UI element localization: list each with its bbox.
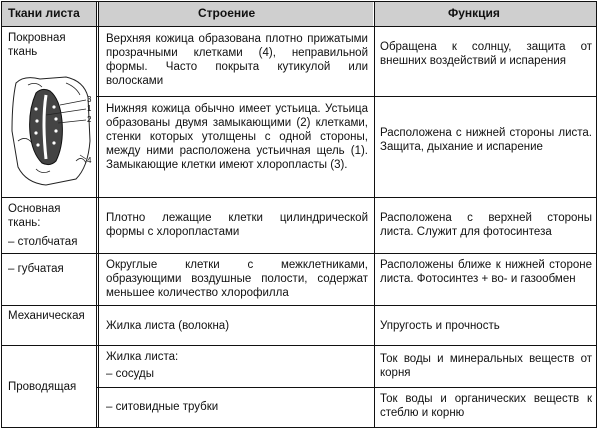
border-spongy-bottom	[1, 305, 597, 306]
conductive-vessels: – сосуды	[106, 368, 154, 380]
diagram-label-1: 1	[87, 104, 92, 113]
mechanical-structure: Жилка листа (волокна)	[106, 320, 230, 332]
palisade-structure: Плотно лежащие клетки цилиндрической формы с хлоропластами	[106, 212, 368, 238]
tissue-basic: Основная ткань:	[8, 203, 61, 229]
border-col1-a	[96, 1, 97, 428]
conductive-structure-head: Жилка листа:	[106, 351, 179, 363]
tissue-basic-palisade: – столбчатая	[8, 236, 78, 248]
border-col1-b	[98, 1, 99, 428]
border-bottom	[1, 427, 597, 428]
spongy-structure: Округлые клетки с межклетниками, образующими воздушные полости, содержат меньшее количество хлорофилла	[106, 259, 368, 299]
diagram-label-2: 2	[87, 115, 92, 124]
tissue-conductive: Проводящая	[8, 381, 77, 393]
border-conduct-mid	[97, 387, 597, 388]
border-cover-bottom	[1, 197, 597, 198]
border-cover-mid	[97, 96, 597, 97]
border-col2	[374, 1, 375, 428]
conductive-sieve-tubes: – ситовидные трубки	[106, 401, 219, 413]
diagram-label-4: 4	[87, 156, 92, 165]
tissue-basic-spongy: – губчатая	[8, 263, 64, 275]
border-top	[1, 1, 597, 2]
palisade-function: Расположена с верхней стороны листа. Служит для фотосинтеза	[380, 212, 592, 238]
diagram-label-3: 3	[87, 95, 92, 104]
cover-lower-structure: Нижняя кожица обычно имеет устьица. Устьица образованы двумя замыкающими (2) клетками, стенки которых утолщены с одной стороны, между ними расположена устьичная щель (1). Замыкающие клетки имеют хлоропласты (3).	[106, 103, 368, 171]
border-header	[1, 26, 597, 27]
header-tissues: Ткани листа	[8, 6, 80, 20]
cover-lower-function: Расположена с нижней стороны листа. Защита, дыхание и испарение	[380, 127, 592, 153]
tissue-cover: Покровная ткань	[8, 32, 66, 58]
cover-upper-structure: Верхняя кожица образована плотно прижатыми прозрачными клетками (4), неправильной формы. Часто покрыта кутикулой или волосками	[106, 33, 368, 87]
leaf-epidermis-diagram	[6, 71, 96, 191]
border-basic-mid	[1, 253, 597, 254]
border-mech-bottom	[1, 345, 597, 346]
header-function: Функция	[448, 6, 500, 20]
border-right	[596, 1, 597, 428]
header-structure: Строение	[198, 6, 256, 20]
border-left	[1, 1, 2, 428]
mechanical-function: Упругость и прочность	[380, 320, 500, 332]
cover-upper-function: Обращена к солнцу, защита от внешних воздействий и испарения	[380, 41, 592, 67]
conductive-sieve-function: Ток воды и органических веществ к стеблю и корню	[380, 393, 592, 419]
spongy-function: Расположены ближе к нижней стороне листа. Фотосинтез + во- и газообмен	[380, 259, 592, 285]
tissue-mechanical: Механическая	[8, 310, 85, 322]
conductive-vessels-function: Ток воды и минеральных веществ от корня	[380, 353, 592, 379]
